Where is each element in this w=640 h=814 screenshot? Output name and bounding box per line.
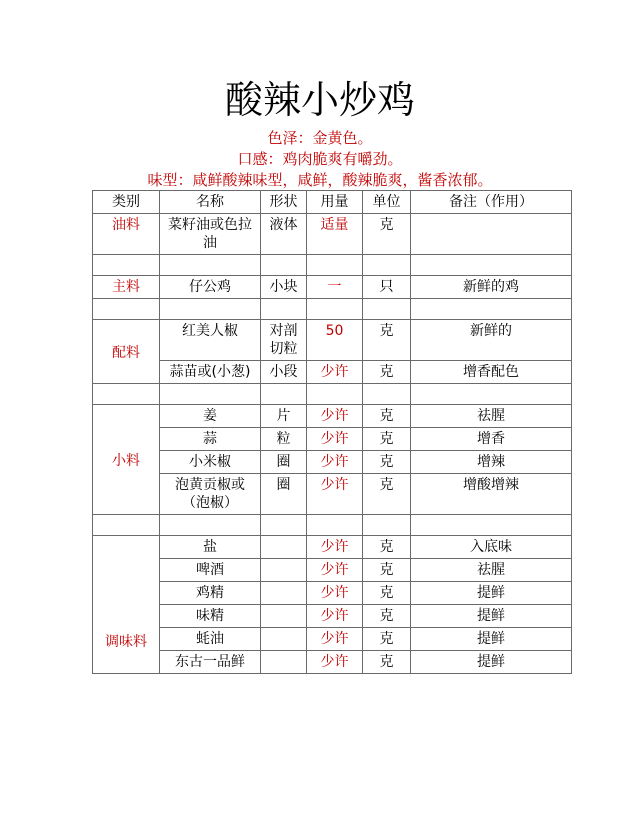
shape-cell: 粒 xyxy=(261,428,307,451)
unit-cell: 克 xyxy=(363,320,411,361)
shape-cell: 小块 xyxy=(261,276,307,299)
table-row xyxy=(93,628,572,651)
note-cell: 祛腥 xyxy=(411,405,572,428)
unit-cell: 克 xyxy=(363,651,411,674)
name-cell: 鸡精 xyxy=(160,582,261,605)
table-row xyxy=(93,276,572,299)
shape-cell xyxy=(261,582,307,605)
note-cell: 新鲜的鸡 xyxy=(411,276,572,299)
recipe-table xyxy=(92,190,572,674)
table-header-row xyxy=(93,191,572,214)
note-flavor: 味型：咸鲜酸辣味型，咸鲜，酸辣脆爽，酱香浓郁。 xyxy=(147,171,493,189)
shape-cell xyxy=(261,536,307,559)
unit-cell: 克 xyxy=(363,361,411,384)
amount-cell: 少许 xyxy=(307,559,363,582)
table-row xyxy=(93,651,572,674)
unit-cell: 克 xyxy=(363,605,411,628)
header-shape: 形状 xyxy=(261,191,307,214)
table-row xyxy=(93,214,572,255)
name-cell: 红美人椒 xyxy=(160,320,261,361)
header-amount: 用量 xyxy=(307,191,363,214)
amount-cell: 少许 xyxy=(307,405,363,428)
table-row xyxy=(93,474,572,515)
amount-cell: 少许 xyxy=(307,651,363,674)
unit-cell: 克 xyxy=(363,559,411,582)
unit-cell: 克 xyxy=(363,536,411,559)
note-cell: 入底味 xyxy=(411,536,572,559)
table-row xyxy=(93,582,572,605)
amount-cell: 少许 xyxy=(307,605,363,628)
unit-cell: 克 xyxy=(363,428,411,451)
name-cell: 东古一品鲜 xyxy=(160,651,261,674)
note-cell: 增辣 xyxy=(411,451,572,474)
spacer-row xyxy=(93,299,572,320)
table-row xyxy=(93,605,572,628)
table-row xyxy=(93,320,572,361)
name-cell: 泡黄贡椒或（泡椒） xyxy=(160,474,261,515)
shape-cell: 片 xyxy=(261,405,307,428)
header-unit: 单位 xyxy=(363,191,411,214)
shape-cell xyxy=(261,559,307,582)
note-cell: 提鲜 xyxy=(411,605,572,628)
shape-cell: 圈 xyxy=(261,451,307,474)
spacer-row xyxy=(93,384,572,405)
note-cell xyxy=(411,214,572,255)
header-name: 名称 xyxy=(160,191,261,214)
name-cell: 味精 xyxy=(160,605,261,628)
shape-cell: 圈 xyxy=(261,474,307,515)
category-cell: 小料 xyxy=(93,405,160,515)
name-cell: 蒜 xyxy=(160,428,261,451)
shape-cell: 液体 xyxy=(261,214,307,255)
name-cell: 仔公鸡 xyxy=(160,276,261,299)
category-cell xyxy=(93,536,160,674)
shape-cell: 小段 xyxy=(261,361,307,384)
amount-cell: 少许 xyxy=(307,361,363,384)
name-cell: 蚝油 xyxy=(160,628,261,651)
category-cell: 油料 xyxy=(93,214,160,255)
shape-cell xyxy=(261,605,307,628)
amount-cell: 少许 xyxy=(307,474,363,515)
amount-cell: 少许 xyxy=(307,536,363,559)
note-cell: 新鲜的 xyxy=(411,320,572,361)
table-row xyxy=(93,428,572,451)
amount-cell: 少许 xyxy=(307,628,363,651)
shape-cell xyxy=(261,628,307,651)
shape-cell: 对剖切粒 xyxy=(261,320,307,361)
note-cell: 祛腥 xyxy=(411,559,572,582)
unit-cell: 克 xyxy=(363,582,411,605)
amount-cell: 少许 xyxy=(307,428,363,451)
unit-cell: 克 xyxy=(363,405,411,428)
note-cell: 增香 xyxy=(411,428,572,451)
header-category: 类别 xyxy=(93,191,160,214)
spacer-row xyxy=(93,515,572,536)
amount-cell: 适量 xyxy=(307,214,363,255)
category-cell: 主料 xyxy=(93,276,160,299)
note-cell: 增香配色 xyxy=(411,361,572,384)
table-row xyxy=(93,536,572,559)
header-note: 备注（作用） xyxy=(411,191,572,214)
name-cell: 菜籽油或色拉油 xyxy=(160,214,261,255)
table-row xyxy=(93,405,572,428)
name-cell: 啤酒 xyxy=(160,559,261,582)
name-cell: 蒜苗或(小葱) xyxy=(160,361,261,384)
table-row xyxy=(93,559,572,582)
amount-cell: 一 xyxy=(307,276,363,299)
category-label: 调味料 xyxy=(105,634,147,650)
name-cell: 盐 xyxy=(160,536,261,559)
name-cell: 小米椒 xyxy=(160,451,261,474)
note-cell: 提鲜 xyxy=(411,628,572,651)
shape-cell xyxy=(261,651,307,674)
table-row xyxy=(93,451,572,474)
note-cell: 增酸增辣 xyxy=(411,474,572,515)
unit-cell: 克 xyxy=(363,628,411,651)
note-cell: 提鲜 xyxy=(411,582,572,605)
category-cell: 配料 xyxy=(93,320,160,384)
note-texture: 口感：鸡肉脆爽有嚼劲。 xyxy=(237,150,403,168)
amount-cell: 少许 xyxy=(307,451,363,474)
table-row xyxy=(93,361,572,384)
page-title: 酸辣小炒鸡 xyxy=(224,78,415,122)
note-color: 色泽：金黄色。 xyxy=(267,129,373,147)
amount-cell: 少许 xyxy=(307,582,363,605)
spacer-row xyxy=(93,255,572,276)
unit-cell: 克 xyxy=(363,214,411,255)
note-cell: 提鲜 xyxy=(411,651,572,674)
unit-cell: 克 xyxy=(363,451,411,474)
name-cell: 姜 xyxy=(160,405,261,428)
amount-cell: 50 xyxy=(307,320,363,361)
unit-cell: 只 xyxy=(363,276,411,299)
unit-cell: 克 xyxy=(363,474,411,515)
